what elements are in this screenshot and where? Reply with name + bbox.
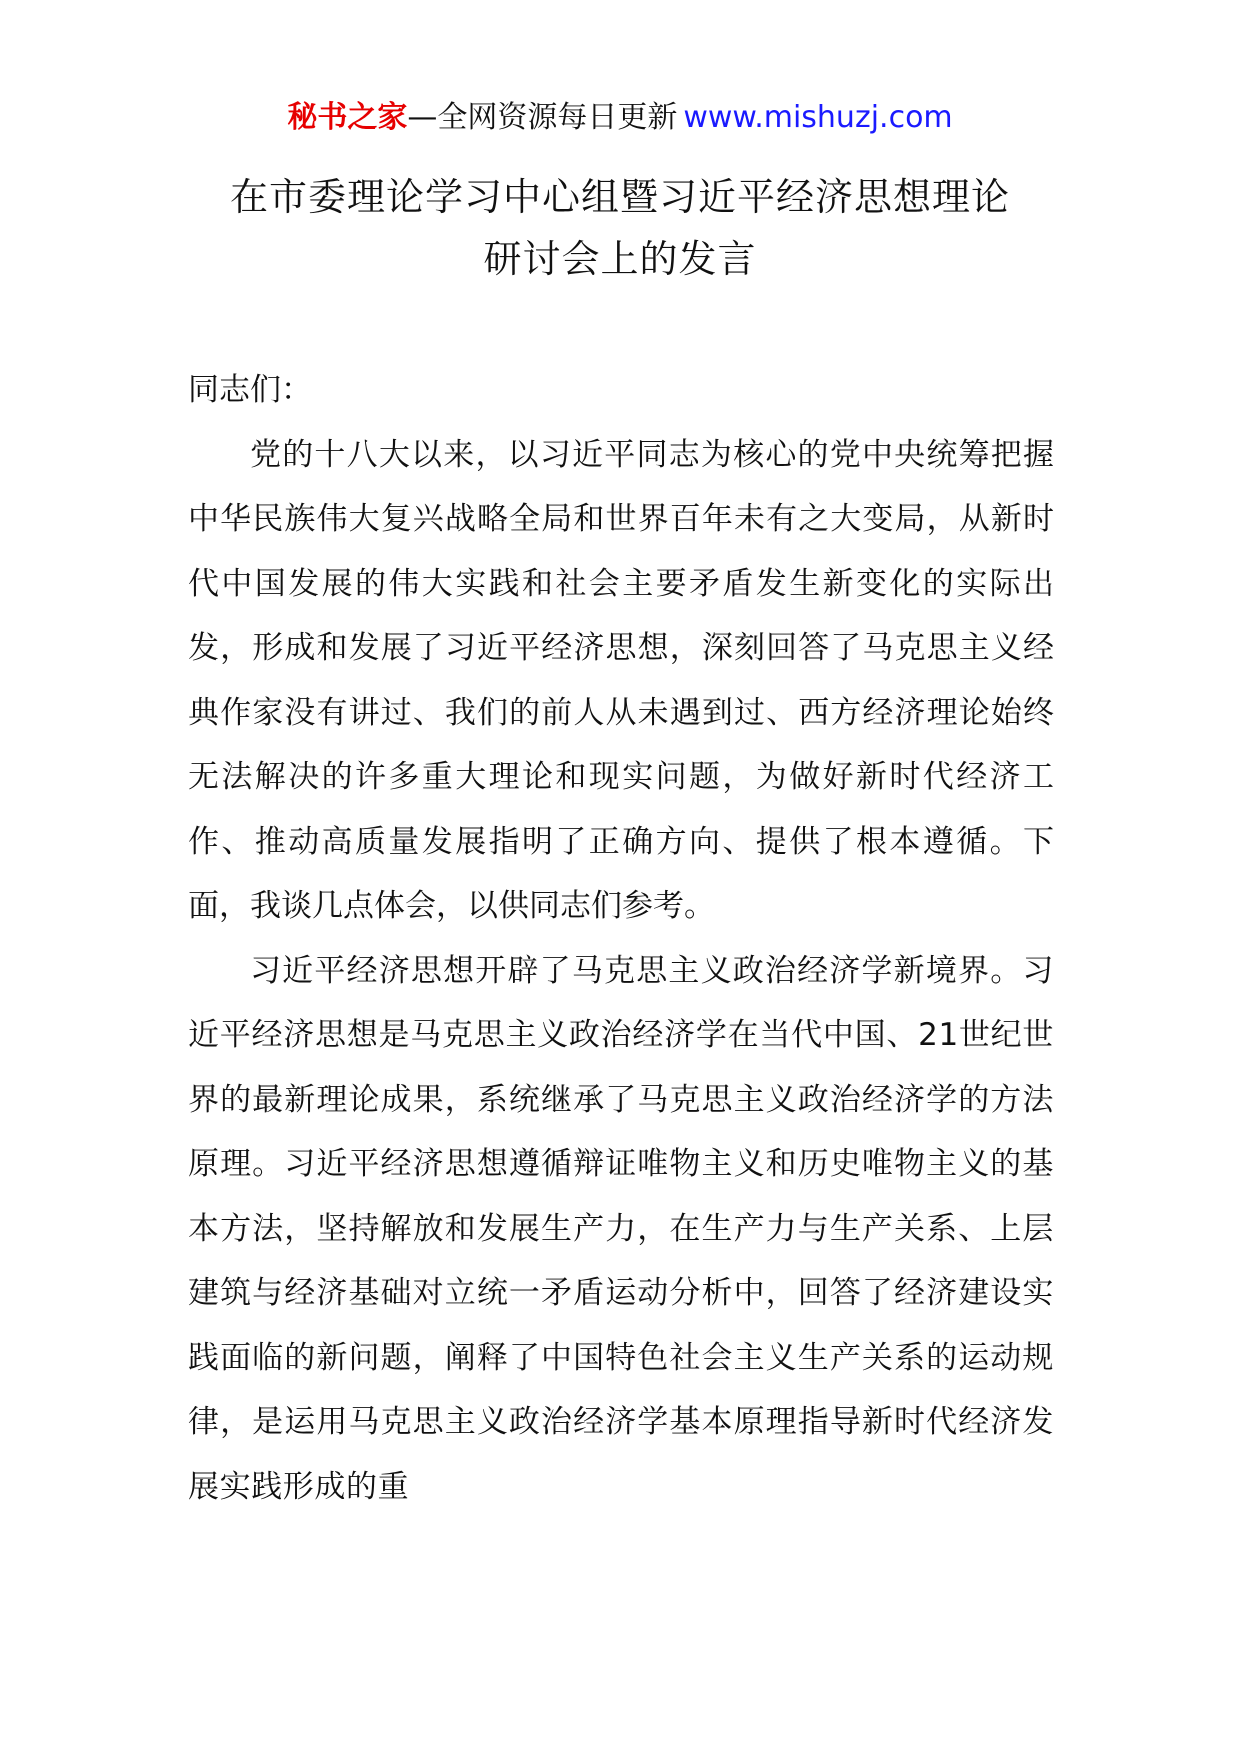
- header-tagline: —全网资源每日更新: [407, 100, 678, 135]
- salutation: 同志们：: [188, 372, 312, 408]
- document-title: [150, 166, 1090, 290]
- title-line-1: 在市委理论学习中心组暨习近平经济思想理论: [229, 175, 1010, 219]
- site-header: [0, 98, 1240, 138]
- brand-name: 秘书之家: [287, 100, 408, 135]
- title-line-2: 研讨会上的发言: [483, 237, 757, 281]
- body-paragraph: 党的十八大以来，以习近平同志为核心的党中央统筹把握中华民族伟大复兴战略全局和世界百年未有之大变局，从新时代中国发展的伟大实践和社会主要矛盾发生新变化的实际出发，形成和发展了习近平经济思想，深刻回答了马克思主义经典作家没有讲过、我们的前人从未遇到过、西方经济理论始终无法解决的许多重大理论和现实问题，为做好新时代经济工作、推动高质量发展指明了正确方向、提供了根本遵循。下面，我谈几点体会，以供同志们参考。: [188, 436, 1054, 924]
- document-body: [188, 358, 1054, 1519]
- body-paragraph: 习近平经济思想开辟了马克思主义政治经济学新境界。习近平经济思想是马克思主义政治经济学在当代中国、21世纪世界的最新理论成果，系统继承了马克思主义政治经济学的方法原理。习近平经济思想遵循辩证唯物主义和历史唯物主义的基本方法，坚持解放和发展生产力，在生产力与生产关系、上层建筑与经济基础对立统一矛盾运动分析中，回答了经济建设实践面临的新问题，阐释了中国特色社会主义生产关系的运动规律，是运用马克思主义政治经济学基本原理指导新时代经济发展实践形成的重: [188, 952, 1054, 1505]
- site-url-link[interactable]: www.mishuzj.com: [683, 100, 953, 135]
